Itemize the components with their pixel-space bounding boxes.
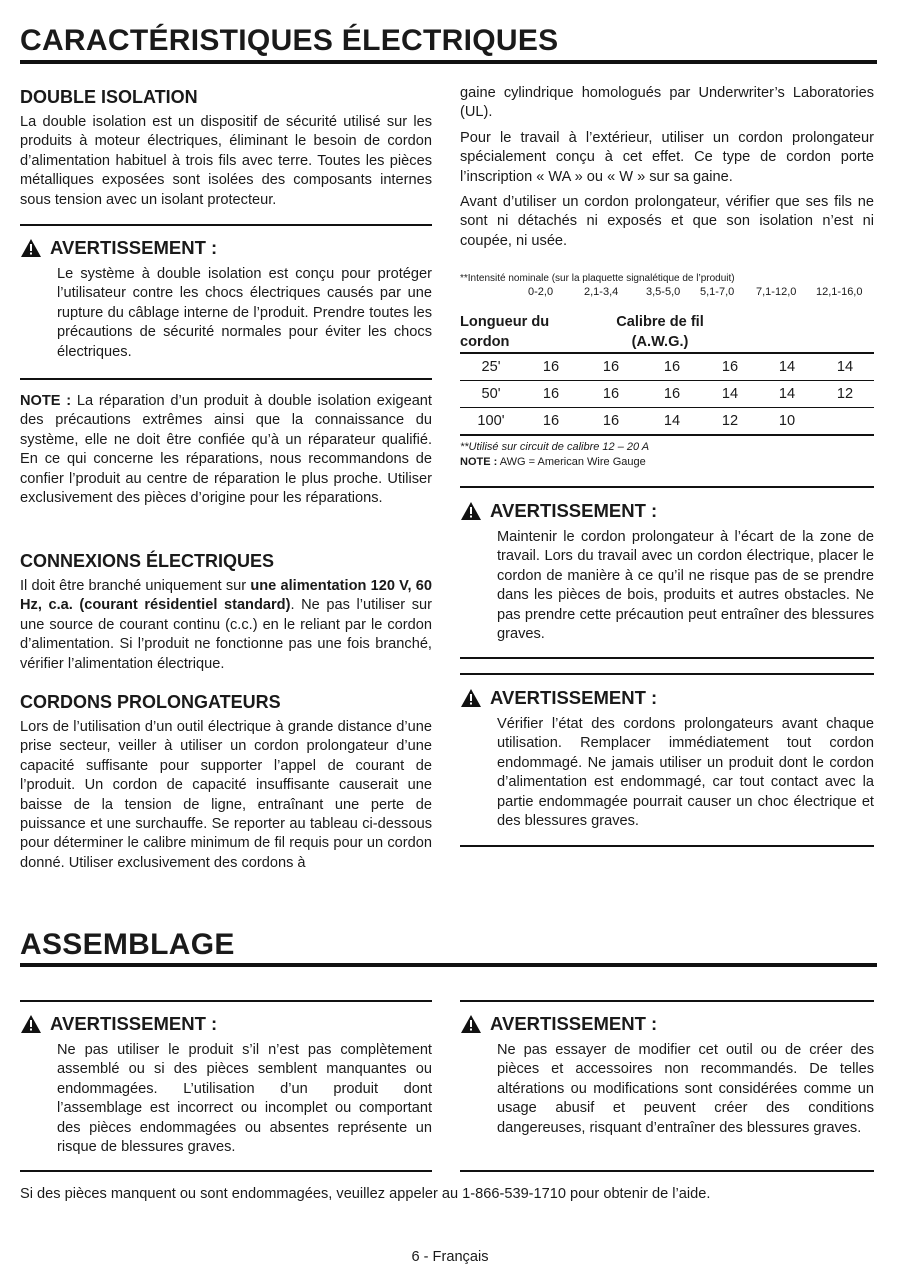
note-text bbox=[20, 392, 432, 508]
table-note-text: AWG = American Wire Gauge bbox=[497, 456, 646, 468]
gauge-table bbox=[460, 354, 874, 436]
warning-box-isolation bbox=[20, 236, 432, 362]
right-cont-2: Pour le travail à l’extérieur, utiliser un cordon prolongateur spécialement conçu à cet effet. Ce type de cordon porte l’inscription « WA » ou « W » sur sa gaine. bbox=[460, 129, 874, 185]
warning-heading-text: AVERTISSEMENT : bbox=[490, 1013, 658, 1034]
connexions-block bbox=[20, 549, 432, 674]
cell-gauge: 16 bbox=[542, 359, 560, 375]
col-header-gauge: Calibre de fil (A.W.G.) bbox=[616, 314, 704, 350]
table-header-rule bbox=[460, 352, 874, 354]
connexions-text-part1: Il doit être branché uniquement sur bbox=[20, 578, 251, 594]
range-label: 7,1-12,0 bbox=[756, 286, 797, 298]
warning-triangle-icon bbox=[20, 238, 42, 258]
connexions-text-part2: . Ne pas l’utiliser sur une source de courant continu (c.c.) en le reliant par le cordon d’alimentation. Si l’produit ne fonctionne pas une fois branché, vérifier l’alimentation électrique. bbox=[20, 597, 432, 672]
cell-length: 50' bbox=[481, 386, 501, 402]
warning-text: Ne pas utiliser le produit s’il n’est pas complètement assemblé ou si des pièces semblent manquantes ou endommagées. L’utilisation d’un produit dont l’assemblage est incorrect ou incomplet ou comportant des pièces endommagées ou absentes représente un risque de blessures graves. bbox=[57, 1042, 432, 1156]
range-label: 3,5-5,0 bbox=[646, 286, 681, 298]
warning-text: Ne pas essayer de modifier cet outil ou de créer des pièces et accessoires non recommandés. De telles altérations ou modifications sont considérées comme un usage abusif et peuvent créer des conditions dangereuses, risquant d’entraîner des blessures graves. bbox=[497, 1042, 874, 1136]
cell-length: 100' bbox=[477, 413, 505, 429]
warning-heading-text: AVERTISSEMENT : bbox=[490, 500, 658, 521]
section-heading-connexions: CONNEXIONS ÉLECTRIQUES bbox=[20, 551, 275, 571]
warning-triangle-icon bbox=[460, 501, 482, 521]
warning-text: Le système à double isolation est conçu pour protéger l’utilisateur contre les chocs électriques causés par une rupture du câblage interne de l’produit. Prendre toutes les précautions de sécurité normales pour éviter les chocs électriques. bbox=[57, 266, 432, 360]
col-header-length: Longueur du cordon bbox=[460, 314, 550, 350]
cell-gauge: 16 bbox=[602, 413, 620, 429]
cell-gauge: 14 bbox=[721, 386, 739, 402]
warning-box-cord-placement bbox=[460, 499, 874, 644]
cordons-block bbox=[20, 690, 432, 873]
range-label: 5,1-7,0 bbox=[700, 286, 735, 298]
warning-rule-top bbox=[460, 486, 874, 488]
cordons-text: Lors de l’utilisation d’un outil électrique à grande distance d’une prise secteur, veiller à utiliser un cordon prolongateur d’une capacité suffisante pour supporter l’appel de courant de l’produit. Un cordon de capacité insuffisante causerait une baisse de la tension de ligne, entraînant une perte de puissance et une surchauffe. Se reporter au tableau ci-dessous pour déterminer le calibre minimum de fil requis pour un cordon donné. Utiliser exclusivement des cordons à bbox=[20, 719, 432, 871]
table-header bbox=[460, 312, 874, 352]
warning-heading-text: AVERTISSEMENT : bbox=[50, 1013, 218, 1034]
cell-gauge: 16 bbox=[663, 359, 681, 375]
warning-box-modification bbox=[460, 1012, 874, 1138]
warning-box-assembly bbox=[20, 1012, 432, 1157]
warning-rule-top bbox=[460, 673, 874, 675]
connexions-text bbox=[20, 577, 432, 674]
cell-gauge: 14 bbox=[778, 359, 796, 375]
connexions-text-bold: une alimentation 120 V, 60 Hz, c.a. (courant résidentiel standard) bbox=[20, 578, 432, 614]
cell-gauge: 14 bbox=[778, 386, 796, 402]
table-row bbox=[460, 354, 874, 381]
warning-text: Vérifier l’état des cordons prolongateurs avant chaque utilisation. Remplacer immédiatement tout cordon endommagé. Ne jamais utiliser un produit dont le cordon d’alimentation est endommagé, car tout contact avec la partie endommagée pourrait causer un choc électrique et des blessures graves. bbox=[497, 716, 874, 830]
warning-heading bbox=[460, 1012, 874, 1036]
warning-box-cord-condition bbox=[460, 686, 874, 831]
cell-gauge: 16 bbox=[663, 386, 681, 402]
gauge-table-block bbox=[460, 272, 874, 470]
table-note bbox=[460, 455, 874, 470]
warning-rule-bottom bbox=[460, 657, 874, 659]
page-number: 6 - Français bbox=[411, 1249, 489, 1265]
table-footnote: **Utilisé sur circuit de calibre 12 – 20 A bbox=[460, 441, 650, 453]
warning-heading bbox=[460, 686, 874, 710]
section-heading-double-isolation: DOUBLE ISOLATION bbox=[20, 87, 198, 107]
right-cont-1: gaine cylindrique homologués par Underwriter’s Laboratories (UL). bbox=[460, 85, 874, 121]
warning-text: Maintenir le cordon prolongateur à l’écart de la zone de travail. Lors du travail avec un cordon électrique, placer le cordon de manière à ce qu’il ne risque pas de se prendre dans les pièces de bois, produits et autres obstacles. Ne pas prendre cette précaution peut entraîner des blessures graves. bbox=[497, 529, 874, 643]
title-rule bbox=[20, 60, 877, 64]
range-label: 12,1-16,0 bbox=[816, 286, 863, 298]
warning-heading-text: AVERTISSEMENT : bbox=[50, 237, 218, 258]
right-column bbox=[460, 84, 874, 251]
warning-triangle-icon bbox=[20, 1014, 42, 1034]
cell-gauge: 14 bbox=[663, 413, 681, 429]
section-title-assembly: ASSEMBLAGE bbox=[20, 928, 235, 961]
warning-rule-top bbox=[20, 1000, 432, 1002]
right-cont-3: Avant d’utiliser un cordon prolongateur, vérifier que ses fils ne sont ni détachés ni exposés et que son isolation n’est ni coupée, ni usée. bbox=[460, 194, 874, 249]
range-label: 0-2,0 bbox=[528, 286, 554, 298]
warning-triangle-icon bbox=[460, 688, 482, 708]
cell-gauge: 12 bbox=[836, 386, 854, 402]
double-isolation-text: La double isolation est un dispositif de sécurité utilisé sur les produits à moteur électriques, éliminant le besoin de cordon d’alimentation habituel à trois fils avec terre. Toutes les pièces métalliques exposées sont isolées des composants internes sous tension avec un isolant protecteur. bbox=[20, 114, 432, 208]
warning-triangle-icon bbox=[460, 1014, 482, 1034]
warning-rule-bottom bbox=[20, 1170, 432, 1172]
warning-rule-bottom bbox=[20, 378, 432, 380]
help-contact-text: Si des pièces manquent ou sont endommagées, veuillez appeler au 1-866-539-1710 pour obtenir de l’aide. bbox=[20, 1186, 711, 1202]
cell-length: 25' bbox=[481, 359, 501, 375]
warning-rule-bottom bbox=[460, 1170, 874, 1172]
warning-heading bbox=[20, 236, 432, 260]
warning-heading bbox=[20, 1012, 432, 1036]
warning-rule-top bbox=[460, 1000, 874, 1002]
left-column bbox=[20, 85, 432, 210]
title-rule bbox=[20, 963, 877, 967]
table-row bbox=[460, 381, 874, 408]
note-label: NOTE : bbox=[20, 393, 72, 409]
cell-gauge: 14 bbox=[836, 359, 854, 375]
table-note-label: NOTE : bbox=[460, 456, 498, 468]
cell-gauge: 12 bbox=[721, 413, 739, 429]
section-heading-cordons: CORDONS PROLONGATEURS bbox=[20, 692, 281, 712]
cell-gauge: 16 bbox=[542, 413, 560, 429]
note-block bbox=[20, 392, 432, 508]
warning-rule-bottom bbox=[460, 845, 874, 847]
table-row bbox=[460, 408, 874, 436]
cell-gauge: 10 bbox=[778, 413, 796, 429]
ampere-range-row bbox=[460, 286, 874, 302]
warning-rule-top bbox=[20, 224, 432, 226]
cell-gauge: 16 bbox=[602, 386, 620, 402]
cell-gauge: 16 bbox=[721, 359, 739, 375]
warning-heading bbox=[460, 499, 874, 523]
table-caption: **Intensité nominale (sur la plaquette signalétique de l’produit) bbox=[460, 273, 735, 284]
cell-gauge: 16 bbox=[602, 359, 620, 375]
note-body: La réparation d’un produit à double isolation exigeant des précautions extrêmes ainsi que la connaissance du système, elle ne doit être confiée qu’à un réparateur qualifié. En ce qui concerne les réparations, nous recommandons de confier l’produit au centre de réparation le plus proche. Utiliser exclusivement des pièces d’origine pour les réparations. bbox=[20, 393, 432, 507]
page-title: CARACTÉRISTIQUES ÉLECTRIQUES bbox=[20, 24, 559, 57]
cell-gauge bbox=[816, 408, 874, 436]
range-label: 2,1-3,4 bbox=[584, 286, 619, 298]
warning-heading-text: AVERTISSEMENT : bbox=[490, 687, 658, 708]
cell-gauge: 16 bbox=[542, 386, 560, 402]
